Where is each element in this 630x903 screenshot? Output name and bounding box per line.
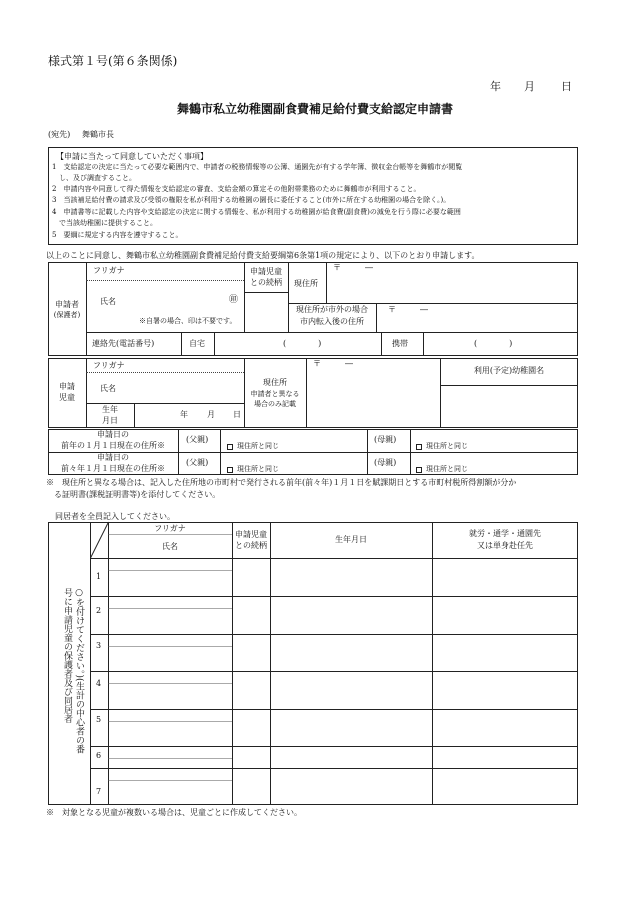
applicant-name-label: 氏名	[100, 297, 116, 306]
consent-item: 1 支給認定の決定に当たって必要な範囲内で、申請者の税務情報等の公簿、通園先が有する学年簿、徴収金台帳等を舞鶴市が閲覧	[52, 163, 463, 171]
household-side-label-3: ○を付けてください。)	[74, 588, 84, 679]
column-furigana: フリガナ	[154, 524, 186, 533]
kindergarten-label: 利用(予定)幼稚園名	[473, 366, 545, 375]
child-address-note: 場合のみ記載	[254, 400, 296, 408]
intro-sentence: 以上のことに同意し、舞鶴市私立幼稚園副食費補足給付費支給要綱第6条第1項の規定により、以下のとおり申請します。	[46, 251, 480, 260]
column-relation: との続柄	[235, 541, 267, 550]
row-number[interactable]: 6	[96, 751, 102, 760]
applicant-furigana-label: フリガナ	[93, 266, 125, 275]
column-relation: 申請児童	[235, 530, 267, 539]
consent-heading: 【申請に当たって同意していただく事項】	[56, 152, 208, 161]
same-address-label: 現住所と同じ	[237, 442, 279, 450]
home-phone-label: 自宅	[189, 339, 205, 348]
date-year: 年	[490, 80, 501, 93]
addressee: 舞鶴市長	[82, 130, 114, 139]
row-number[interactable]: 7	[96, 787, 102, 796]
birth-day: 日	[233, 410, 241, 419]
prev-year-label: 申請日の	[97, 430, 129, 439]
note-address: ※ 現住所と異なる場合は、記入した住所地の市町村で発行される前年(前々年)１月１日を賦課期日とする市町村税所得割額が分か	[46, 478, 517, 487]
prev-year-label: 前年の１月１日現在の住所※	[61, 441, 165, 450]
birth-year: 年	[180, 410, 188, 419]
mobile-phone-field[interactable]: ( )	[474, 339, 513, 348]
seal-mark: ㊞	[229, 295, 239, 305]
consent-item: 4 申請書等に記載した内容や支給認定の決定に関する情報を、私が利用する幼稚園が給食費(副食費)の減免を行う際に必要な範囲	[52, 208, 461, 216]
applicant-relation-label: との続柄	[250, 278, 282, 287]
contact-label: 連絡先(電話番号)	[92, 339, 155, 348]
child-name-label: 氏名	[100, 384, 116, 393]
consent-item: 3 当該補足給付費の請求及び受領の権限を私が利用する幼稚園の園長に委任すること(市外に所在する幼稚園の場合を除く。)。	[52, 196, 451, 204]
same-address-label: 現住所と同じ	[426, 442, 468, 450]
row-number[interactable]: 5	[96, 715, 102, 724]
page-title: 舞鶴市私立幼稚園副食費補足給付費支給認定申請書	[176, 102, 453, 116]
applicant-label: 申請者	[55, 300, 79, 309]
mother-label: (母親)	[374, 458, 397, 467]
consent-item: 2 申請内容や同意して得た情報を支給認定の審査、支給金額の算定その他附帯業務のために舞鶴市が利用すること。	[52, 185, 421, 193]
same-address-label: 現住所と同じ	[237, 465, 279, 473]
prev2-year-label: 申請日の	[97, 453, 129, 462]
addressee-label: (宛先)	[48, 130, 71, 139]
row-number[interactable]: 1	[96, 572, 102, 581]
column-birth: 生年月日	[335, 535, 367, 544]
column-work: 又は単身赴任先	[477, 541, 533, 550]
child-label: 児童	[59, 393, 75, 402]
birth-month: 月	[207, 410, 215, 419]
note-multiple-children: ※ 対象となる児童が複数いる場合は、児童ごとに作成してください。	[46, 808, 302, 817]
applicant-address-label: 現住所	[294, 279, 318, 288]
home-phone-field[interactable]: ( )	[283, 339, 322, 348]
child-birth-label: 生年	[102, 405, 118, 414]
mother-label: (母親)	[374, 435, 397, 444]
column-work: 就労・通学・通園先	[469, 529, 541, 538]
household-side-label-2: (生計の中心者の番号に	[62, 588, 84, 754]
postal-mark: 〒 ―	[313, 359, 353, 368]
household-side-label-1: 申請児童の保護者及び同居者	[62, 606, 72, 723]
father-label: (父親)	[186, 435, 209, 444]
consent-item: し、及び調査すること。	[52, 174, 136, 182]
applicant-relation-label: 申請児童	[250, 267, 282, 276]
child-birth-label: 月日	[102, 416, 118, 425]
date-month: 月	[524, 80, 535, 93]
seal-note: ※自署の場合、印は不要です。	[139, 317, 237, 325]
applicant-sub-label: (保護者)	[53, 311, 81, 319]
same-address-label: 現住所と同じ	[426, 465, 468, 473]
child-label: 申請	[59, 382, 75, 391]
date-day: 日	[561, 80, 572, 93]
consent-item: 5 要綱に規定する内容を遵守すること。	[52, 231, 183, 239]
form-number: 様式第１号(第６条関係)	[48, 54, 178, 68]
child-furigana-label: フリガナ	[93, 361, 125, 370]
mobile-phone-label: 携帯	[392, 339, 408, 348]
moving-address-label: 市内転入後の住所	[300, 317, 364, 326]
row-number[interactable]: 2	[96, 606, 102, 615]
row-number[interactable]: 3	[96, 641, 102, 650]
household-intro: 同居者を全員記入してください。	[55, 512, 175, 521]
consent-item: で当該幼稚園に提供すること。	[52, 219, 157, 227]
moving-address-label: 現住所が市外の場合	[296, 305, 368, 314]
child-address-note: 申請者と異なる	[250, 390, 300, 398]
father-label: (父親)	[186, 458, 209, 467]
child-address-label: 現住所	[263, 378, 287, 387]
prev2-year-label: 前々年１月１日現在の住所※	[61, 464, 165, 473]
column-name: 氏名	[162, 542, 178, 551]
note-address: る証明書(課税証明書等)を添付してください。	[46, 490, 221, 499]
postal-mark: 〒 ―	[333, 263, 373, 272]
postal-mark: 〒 ―	[388, 305, 428, 314]
row-number[interactable]: 4	[96, 679, 102, 688]
